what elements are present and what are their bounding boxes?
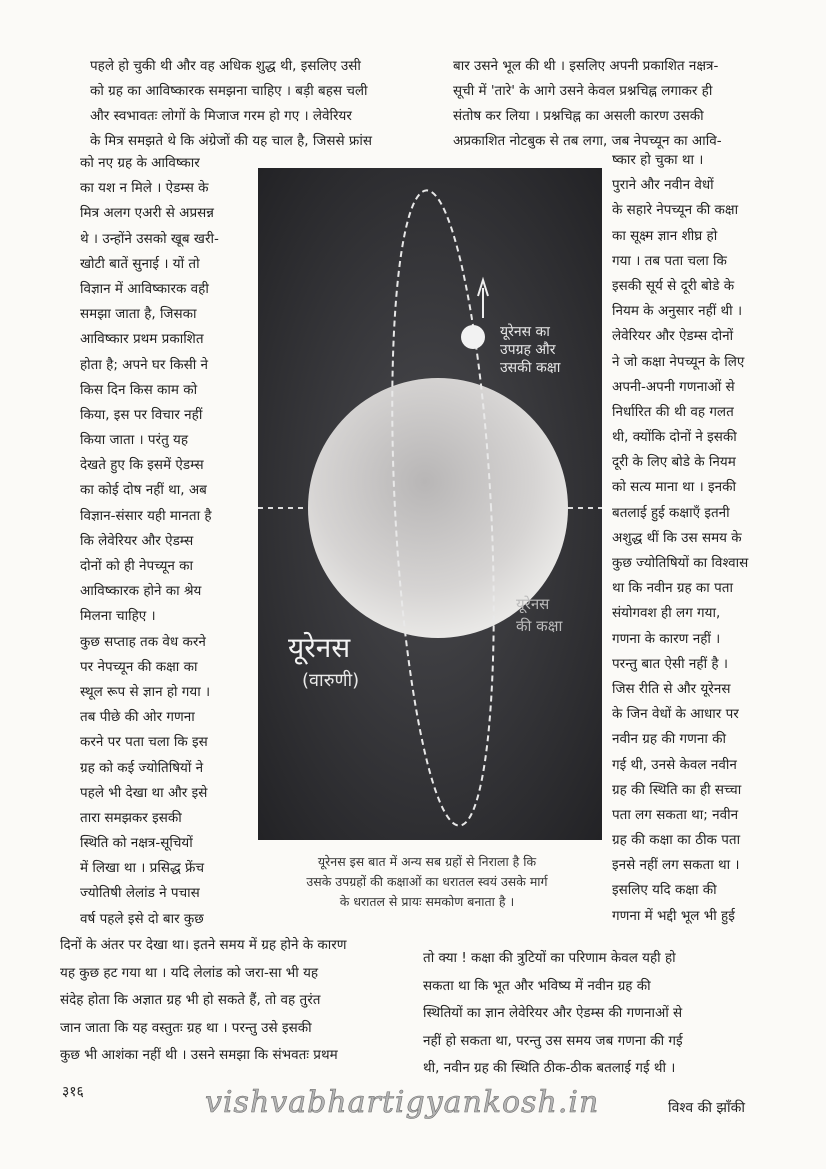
text-line: के सहारे नेपच्यून की कक्षा <box>612 202 739 219</box>
text-line: के मित्र समझते थे कि अंग्रेजों की यह चाल है, जिससे फ्रांस <box>90 133 372 149</box>
text-line: नवीन ग्रह की गणना की <box>612 731 727 748</box>
text-line: और स्वभावतः लोगों के मिजाज गरम हो गए । लेवेरियर <box>90 108 352 124</box>
text-line: किया, इस पर विचार नहीं <box>80 406 203 423</box>
uranus-figure <box>258 168 602 840</box>
text-line: लेवेरियर और ऐडम्स दोनों <box>612 328 734 345</box>
text-line: पर नेपच्यून की कक्षा का <box>80 658 198 675</box>
text-line: ग्रह की कक्षा का ठीक पता <box>612 832 741 849</box>
text-line: यह कुछ हट गया था । यदि लेलांड को जरा-सा भी यह <box>60 964 319 981</box>
text-line: कुछ भी आशंका नहीं थी । उसने समझा कि संभवतः प्रथम <box>60 1047 338 1063</box>
text-line: अपनी-अपनी गणनाओं से <box>612 378 735 395</box>
text-line: देखते हुए कि इसमें ऐडम्स <box>80 457 204 474</box>
text-line: के धरातल से प्रायः समकोण बनाता है । <box>339 894 515 909</box>
text-line: मिलना चाहिए । <box>80 608 156 625</box>
text-line: आविष्कार प्रथम प्रकाशित <box>80 331 204 348</box>
text-line: यूरेनस <box>516 595 550 613</box>
text-line: थे । उन्होंने उसको खूब खरी- <box>80 230 219 247</box>
text-line: को सत्य माना था । इनकी <box>612 479 736 496</box>
text-line: कुछ सप्ताह तक वेध करने <box>80 633 206 650</box>
text-line: का कोई दोष नहीं था, अब <box>80 482 207 499</box>
text-line: विज्ञान-संसार यही मानता है <box>80 507 212 524</box>
text-line: यूरेनस इस बात में अन्य सब ग्रहों से निराला है कि <box>317 854 537 869</box>
text-line: दोनों को ही नेपच्यून का <box>80 558 194 574</box>
text-line: थी, नवीन ग्रह की स्थिति ठीक-ठीक बतलाई गई थी । <box>423 1060 676 1076</box>
text-line: ग्रह की स्थिति का ही सच्चा <box>612 781 742 798</box>
text-line: संतोष कर लिया । प्रश्नचिह्न का असली कारण उसकी <box>453 108 704 124</box>
figure-caption <box>252 852 602 912</box>
text-line: के जिन वेधों के आधार पर <box>612 706 739 723</box>
text-line: था कि नवीन ग्रह का पता <box>612 580 733 597</box>
text-line: वर्ष पहले इसे दो बार कुछ <box>80 910 204 927</box>
text-line: आविष्कारक होने का श्रेय <box>80 583 202 600</box>
text-line: ष्कार हो चुका था । <box>612 152 704 168</box>
text-line: संयोगवश ही लग गया, <box>612 605 721 622</box>
bottom-right-paragraph <box>423 945 683 1083</box>
text-line: बार उसने भूल की थी । इसलिए अपनी प्रकाशित नक्षत्र- <box>453 58 719 74</box>
planet-alt-label: (वारुणी) <box>302 670 360 691</box>
moon-label <box>500 323 560 377</box>
page-number: ३१६ <box>62 1084 84 1100</box>
text-line: बतलाई हुई कक्षाएँ इतनी <box>612 504 730 521</box>
text-line: की कक्षा <box>516 617 563 635</box>
text-line: गणना में भद्दी भूल भी हुई <box>612 907 735 924</box>
text-line: का सूक्ष्म ज्ञान शीघ्र हो <box>612 227 718 244</box>
text-line: गई थी, उनसे केवल नवीन <box>612 756 737 773</box>
text-line: पता लग सकता था; नवीन <box>612 806 739 823</box>
text-line: नियम के अनुसार नहीं थी । <box>612 303 743 320</box>
text-line: जिस रीति से और यूरेनस <box>612 680 731 697</box>
text-line: जान जाता कि यह वस्तुतः ग्रह था । परन्तु उसे इसकी <box>60 1019 312 1036</box>
text-line: में लिखा था । प्रसिद्ध फ्रेंच <box>80 860 205 877</box>
text-line: पहले हो चुकी थी और वह अधिक शुद्ध थी, इसलिए उसी <box>90 58 361 74</box>
text-line: उपग्रह और <box>500 342 556 358</box>
text-line: उसके उपग्रहों की कक्षाओं का धरातल स्वयं उसके मार्ग <box>306 874 548 889</box>
text-line: सूची में 'तारे' के आगे उसने केवल प्रश्नचिह्न लगाकर ही <box>453 83 713 99</box>
text-line: यूरेनस का <box>500 324 550 340</box>
orbit-label <box>516 593 562 637</box>
text-line: अशुद्ध थीं कि उस समय के <box>612 529 742 546</box>
text-line: ग्रह को कई ज्योतिषियों ने <box>80 759 204 776</box>
moon <box>461 325 485 349</box>
bottom-left-paragraph <box>60 932 347 1070</box>
right-column-text <box>612 148 748 929</box>
text-line: तब पीछे की ओर गणना <box>80 709 195 726</box>
text-line: तारा समझकर इसकी <box>80 809 182 826</box>
text-line: स्थिति को नक्षत्र-सूचियों <box>80 835 193 852</box>
text-line: करने पर पता चला कि इस <box>80 734 208 751</box>
text-line: पहले भी देखा था और इसे <box>80 784 208 801</box>
text-line: उसकी कक्षा <box>500 360 561 376</box>
text-line: निर्धारित की थी वह गलत <box>612 403 734 420</box>
text-line: समझा जाता है, जिसका <box>80 306 197 323</box>
text-line: दिनों के अंतर पर देखा था। इतने समय में ग्रह होने के कारण <box>60 937 347 953</box>
text-line: का यश न मिले । ऐडम्स के <box>80 180 209 197</box>
text-line: परन्तु बात ऐसी नहीं है । <box>612 655 728 672</box>
text-line: सकता था कि भूत और भविष्य में नवीन ग्रह की <box>423 977 651 994</box>
text-line: पुराने और नवीन वेधों <box>612 177 714 194</box>
text-line: ने जो कक्षा नेपच्यून के लिए <box>612 353 745 370</box>
top-left-paragraph <box>90 54 372 154</box>
planet-label: यूरेनस <box>288 631 351 664</box>
text-line: इसकी सूर्य से दूरी बोडे के <box>612 277 735 294</box>
text-line: विज्ञान में आविष्कारक वही <box>80 280 209 297</box>
text-line: मित्र अलग एअरी से अप्रसन्न <box>80 205 214 222</box>
text-line: दूरी के लिए बोडे के नियम <box>612 454 736 471</box>
book-title: विश्व की झाँकी <box>668 1100 746 1116</box>
text-line: किया जाता । परंतु यह <box>80 432 189 449</box>
text-line: स्थितियों का ज्ञान लेवेरियर और ऐडम्स की गणनाओं से <box>423 1005 683 1021</box>
watermark: vishvabhartigyankosh.in <box>205 1085 600 1120</box>
text-line: ज्योतिषी लेलांड ने पचास <box>80 885 200 902</box>
text-line: थी, क्योंकि दोनों ने इसकी <box>612 429 737 446</box>
uranus-illustration <box>258 168 602 840</box>
text-line: कुछ ज्योतिषियों का विश्वास <box>612 555 749 571</box>
text-line: खोटी बातें सुनाई । यों तो <box>80 255 200 272</box>
text-line: नहीं हो सकता था, परन्तु उस समय जब गणना की गई <box>423 1032 683 1049</box>
text-line: कि लेवेरियर और ऐडम्स <box>80 532 194 549</box>
text-line: को ग्रह का आविष्कारक समझना चाहिए । बड़ी बहस चली <box>90 83 368 99</box>
text-line: होता है; अपने घर किसी ने <box>80 356 208 373</box>
text-line: गणना के कारण नहीं । <box>612 630 721 647</box>
text-line: को नए ग्रह के आविष्कार <box>80 155 200 171</box>
text-line: संदेह होता कि अज्ञात ग्रह भी हो सकते हैं, तो वह तुरंत <box>60 992 321 1008</box>
text-line: इनसे नहीं लग सकता था । <box>612 857 740 874</box>
text-line: अप्रकाशित नोटबुक से तब लगा, जब नेपच्यून का आवि- <box>453 133 722 149</box>
text-line: तो क्या ! कक्षा की त्रुटियों का परिणाम केवल यही हो <box>423 950 676 966</box>
text-line: स्थूल रूप से ज्ञान हो गया । <box>80 683 211 700</box>
text-line: गया । तब पता चला कि <box>612 252 727 269</box>
top-right-paragraph <box>453 54 722 154</box>
left-column-text <box>80 151 219 932</box>
text-line: किस दिन किस काम को <box>80 381 198 398</box>
text-line: इसलिए यदि कक्षा की <box>612 882 717 899</box>
